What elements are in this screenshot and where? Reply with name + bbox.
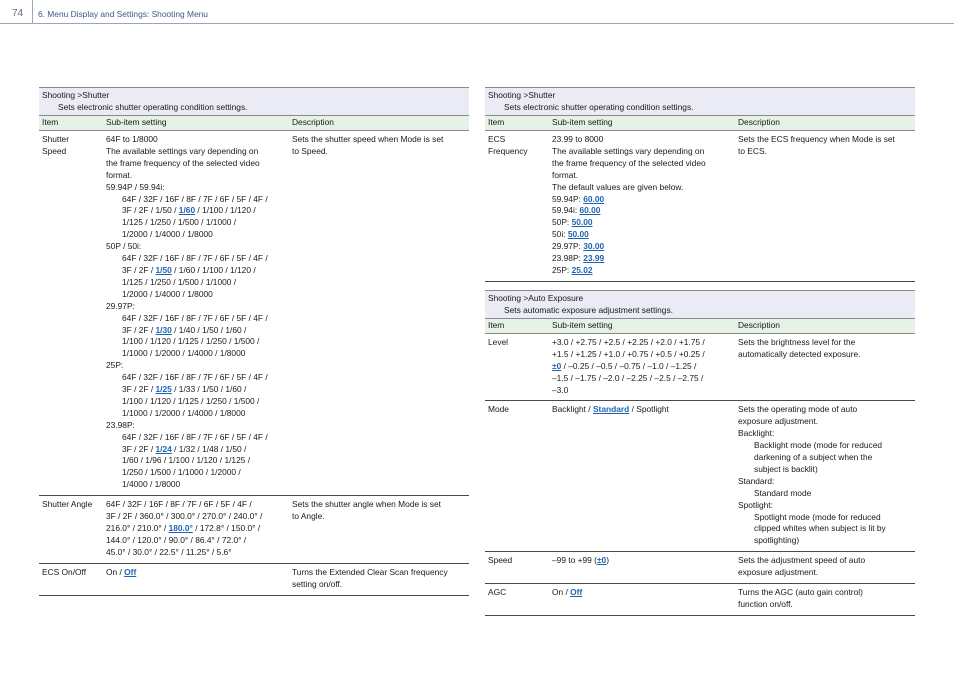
column-header-sub-item: Sub-item setting [552,117,613,128]
setting-line [106,499,285,511]
setting-line [106,479,285,491]
column-header-description: Description [738,117,780,128]
section-description: Sets electronic shutter operating condition settings. [58,101,248,112]
setting-line [552,217,731,229]
setting-values [552,404,731,416]
default-value: Off [124,566,137,577]
sub-item-cell [549,404,735,547]
item-name: Shutter [42,134,70,144]
setting-line [106,325,285,337]
description-cell [289,134,469,491]
item-name: ECS [488,134,506,144]
description-text: Spotlight mode (mode for reduced [754,511,881,522]
description-text: Backlight mode (mode for reduced [754,440,883,451]
item-name: ECS On/Off [42,566,87,577]
chapter-title: 6. Menu Display and Settings: Shooting Menu [38,9,208,19]
item-cell [485,587,549,611]
setting-line [106,396,285,408]
default-value: Off [570,587,583,598]
setting-line: the frame frequency of the selected video [106,157,260,168]
setting-text: 1/1000 / 1/2000 / 1/4000 / 1/8000 [122,348,246,359]
description-text: Sets the adjustment speed of auto [738,555,866,566]
table-row-mode [485,401,915,552]
setting-line: the frame frequency of the selected video [552,157,706,168]
setting-values [552,555,731,567]
item-cell [485,404,549,547]
setting-line [106,455,285,467]
setting-text: 59.94P: [552,193,584,204]
setting-line [552,253,731,265]
default-value: 60.00 [579,205,601,216]
column-header-row [39,116,469,131]
setting-values [552,587,731,599]
column-header-sub-item: Sub-item setting [552,319,613,330]
setting-text: 1/1000 / 1/2000 / 1/4000 / 1/8000 [122,407,246,418]
description-text: to Speed. [292,145,328,156]
setting-text: 1/100 / 1/120 / 1/125 / 1/250 / 1/500 / [122,336,260,347]
section-description: Sets electronic shutter operating condition settings. [504,101,694,112]
setting-line [106,523,285,535]
description-cell [735,134,915,277]
description-cell [735,337,915,397]
sub-item-cell [549,337,735,397]
item-name: Frequency [488,145,528,156]
column-header-row [485,116,915,131]
setting-text: On / [106,566,125,577]
section-header [485,87,915,116]
setting-text: / 1/100 / 1/120 / [195,205,256,216]
setting-text: 1/125 / 1/250 / 1/500 / 1/1000 / [122,217,237,228]
description-text: to Angle. [292,511,325,522]
setting-text: 45.0° / 30.0° / 22.5° / 11.25° / 5.6° [106,546,232,557]
setting-line: 64F to 1/8000 [106,134,158,144]
column-header-description: Description [738,319,780,330]
item-name: Speed [488,555,513,566]
setting-line [106,229,285,241]
setting-text: 29.97P: [552,241,584,252]
setting-text: ) [606,555,609,566]
setting-text: / 1/33 / 1/50 / 1/60 / [171,384,247,395]
description-text: exposure adjustment. [738,416,819,427]
default-value: 50.00 [567,229,589,240]
description-cell [289,567,469,591]
setting-text: 50i: [552,229,568,240]
page-number: 74 [12,8,24,19]
description-text: Backlight: [738,428,775,439]
section-title: Shooting >Auto Exposure [488,292,584,303]
frame-rate-label: 23.98P: [106,419,135,430]
description-text: Spotlight: [738,499,773,510]
setting-line [106,205,285,217]
description-cell [735,555,915,579]
header-divider [32,0,33,24]
setting-text: 1/250 / 1/500 / 1/1000 / 1/2000 / [122,467,241,478]
setting-text: 3F / 2F / [122,324,156,335]
setting-line [552,361,731,373]
setting-text: 64F / 32F / 16F / 8F / 7F / 6F / 5F / 4F / [122,372,268,383]
shutter-table-left [39,87,469,596]
setting-text: 144.0° / 120.0° / 90.0° / 86.4° / 72.0° / [106,534,247,545]
setting-line [106,432,285,444]
default-value: 60.00 [583,193,605,204]
table-gap [485,282,915,290]
setting-line [552,337,731,349]
item-name: Mode [488,404,509,415]
sub-item-cell [103,134,289,491]
setting-line [106,511,285,523]
setting-line [106,194,285,206]
description-text: function on/off. [738,599,793,609]
description-text: exposure adjustment. [738,567,819,578]
section-title: Shooting >Shutter [42,90,110,100]
setting-line: The default values are given below. [552,181,684,192]
setting-text: On / [552,587,571,598]
description-cell [735,404,915,547]
setting-line [106,467,285,479]
setting-text: / 172.8° / 150.0° / [192,523,261,533]
description-text: Turns the Extended Clear Scan frequency [292,566,448,577]
setting-text: 64F / 32F / 16F / 8F / 7F / 6F / 5F / 4F / [106,499,252,510]
default-value: 1/25 [155,384,172,395]
table-row-level [485,334,915,402]
setting-line [552,194,731,206]
table-row-shutter-speed [39,131,469,496]
default-value: 30.00 [583,241,605,252]
column-header-sub-item: Sub-item setting [106,117,167,128]
table-row-ecs-onoff [39,564,469,596]
setting-text: / 1/60 / 1/100 / 1/120 / [171,264,256,275]
sub-item-cell [549,587,735,611]
item-cell [485,337,549,397]
default-value: 1/60 [178,205,196,216]
setting-text: 1/125 / 1/250 / 1/500 / 1/1000 / [122,276,237,287]
sub-item-cell [103,499,289,559]
item-cell [39,134,103,491]
default-value: ±0 [552,360,562,371]
setting-text: 216.0° / 210.0° / [106,523,169,533]
setting-text: 3F / 2F / [122,384,156,395]
setting-text: +1.5 / +1.25 / +1.0 / +0.75 / +0.5 / +0.25 / [552,348,705,359]
setting-line [106,313,285,325]
default-value: 180.0° [168,523,193,533]
frame-rate-label: 59.94P / 59.94i: [106,181,165,192]
setting-text: –1.5 / –1.75 / –2.0 / –2.25 / –2.5 / –2.75 / [552,372,704,383]
setting-text: 3F / 2F / 360.0° / 300.0° / 270.0° / 240.0° / [106,511,263,522]
column-header-row [485,319,915,334]
setting-line: The available settings vary depending on [106,145,259,156]
description-text: Sets the operating mode of auto [738,404,858,415]
description-cell [735,587,915,611]
setting-line: format. [552,169,579,180]
setting-line [552,373,731,385]
setting-line [552,205,731,217]
setting-line [552,385,731,397]
description-cell [289,499,469,559]
description-text: Sets the shutter speed when Mode is set [292,134,444,144]
item-name: Speed [42,145,67,156]
column-header-item: Item [488,319,505,330]
section-header [485,290,915,319]
shutter-table-right [485,87,915,616]
item-name: Shutter Angle [42,499,93,510]
setting-text: 64F / 32F / 16F / 8F / 7F / 6F / 5F / 4F / [122,312,268,323]
description-text: Sets the shutter angle when Mode is set [292,499,441,510]
setting-line: format. [106,169,133,180]
setting-text: 23.98P: [552,253,584,264]
setting-text: 3F / 2F / [122,264,156,275]
setting-text: 50P: [552,217,572,228]
setting-text: 1/60 / 1/96 / 1/100 / 1/120 / 1/125 / [122,455,251,466]
description-text: to ECS. [738,145,767,156]
description-text: automatically detected exposure. [738,348,861,359]
setting-text: 1/2000 / 1/4000 / 1/8000 [122,229,213,240]
description-text: Sets the brightness level for the [738,336,856,347]
setting-text: 64F / 32F / 16F / 8F / 7F / 6F / 5F / 4F / [122,253,268,264]
table-row-ecs-frequency [485,131,915,282]
frame-rate-label: 29.97P: [106,300,135,311]
default-value: 1/24 [155,443,172,454]
setting-line [106,535,285,547]
setting-line [106,372,285,384]
column-header-description: Description [292,117,334,128]
description-text: darkening of a subject when the [754,452,873,463]
description-text: Standard: [738,475,775,486]
description-text: spotlighting) [754,535,800,546]
setting-values [106,567,285,579]
setting-text: 3F / 2F / 1/50 / [122,205,179,216]
setting-text: +3.0 / +2.75 / +2.5 / +2.25 / +2.0 / +1.75 / [552,336,705,347]
setting-text: / 1/40 / 1/50 / 1/60 / [171,324,247,335]
setting-text: / –0.25 / –0.5 / –0.75 / –1.0 / –1.25 / [561,360,697,371]
setting-text: 1/2000 / 1/4000 / 1/8000 [122,288,213,299]
table-row-agc [485,584,915,616]
setting-text: 3F / 2F / [122,443,156,454]
setting-line [106,384,285,396]
setting-text: 59.94i: [552,205,580,216]
default-value: 23.99 [583,253,605,264]
setting-line [106,265,285,277]
setting-text: 64F / 32F / 16F / 8F / 7F / 6F / 5F / 4F / [122,431,268,442]
column-header-item: Item [42,117,59,128]
item-name: Level [488,336,509,347]
description-text: Sets the ECS frequency when Mode is set [738,134,895,144]
setting-line [106,336,285,348]
item-name: AGC [488,587,507,598]
setting-text: 64F / 32F / 16F / 8F / 7F / 6F / 5F / 4F / [122,193,268,204]
page-header [0,0,954,24]
table-row-shutter-angle [39,496,469,564]
default-value: ±0 [596,555,607,566]
item-cell [485,555,549,579]
setting-line: 23.99 to 8000 [552,134,604,144]
sub-item-cell [549,134,735,277]
setting-line [106,289,285,301]
setting-text: / Spotlight [629,404,669,415]
setting-line [106,408,285,420]
setting-line [552,229,731,241]
setting-text: Backlight / [552,404,593,415]
table-row-speed [485,552,915,584]
section-description: Sets automatic exposure adjustment settings. [504,304,673,315]
column-header-item: Item [488,117,505,128]
item-cell [39,567,103,591]
setting-line [106,547,285,559]
frame-rate-label: 25P: [106,360,124,371]
description-text: clipped whites when subject is lit by [754,523,886,534]
setting-line [106,444,285,456]
item-cell [485,134,549,277]
description-text: setting on/off. [292,578,343,589]
setting-text: 1/100 / 1/120 / 1/125 / 1/250 / 1/500 / [122,395,260,406]
item-cell [39,499,103,559]
setting-line [106,348,285,360]
setting-text: 25P: [552,264,572,275]
description-text: Standard mode [754,487,812,498]
setting-line [552,241,731,253]
setting-line: The available settings vary depending on [552,145,705,156]
default-value: 1/50 [155,264,172,275]
setting-line [552,265,731,277]
setting-text: / 1/32 / 1/48 / 1/50 / [171,443,247,454]
setting-line [106,217,285,229]
setting-text: –99 to +99 ( [552,555,597,566]
setting-line [106,253,285,265]
section-header [39,87,469,116]
default-value: Standard [592,404,630,415]
description-text: Turns the AGC (auto gain control) [738,587,863,598]
default-value: 25.02 [571,264,593,275]
setting-line [552,349,731,361]
setting-text: 1/4000 / 1/8000 [122,479,181,490]
setting-line [106,277,285,289]
frame-rate-label: 50P / 50i: [106,241,142,252]
section-title: Shooting >Shutter [488,90,556,100]
setting-text: –3.0 [552,384,569,395]
sub-item-cell [103,567,289,591]
default-value: 1/30 [155,324,172,335]
default-value: 50.00 [571,217,593,228]
description-text: subject is backlit) [754,463,818,474]
sub-item-cell [549,555,735,579]
